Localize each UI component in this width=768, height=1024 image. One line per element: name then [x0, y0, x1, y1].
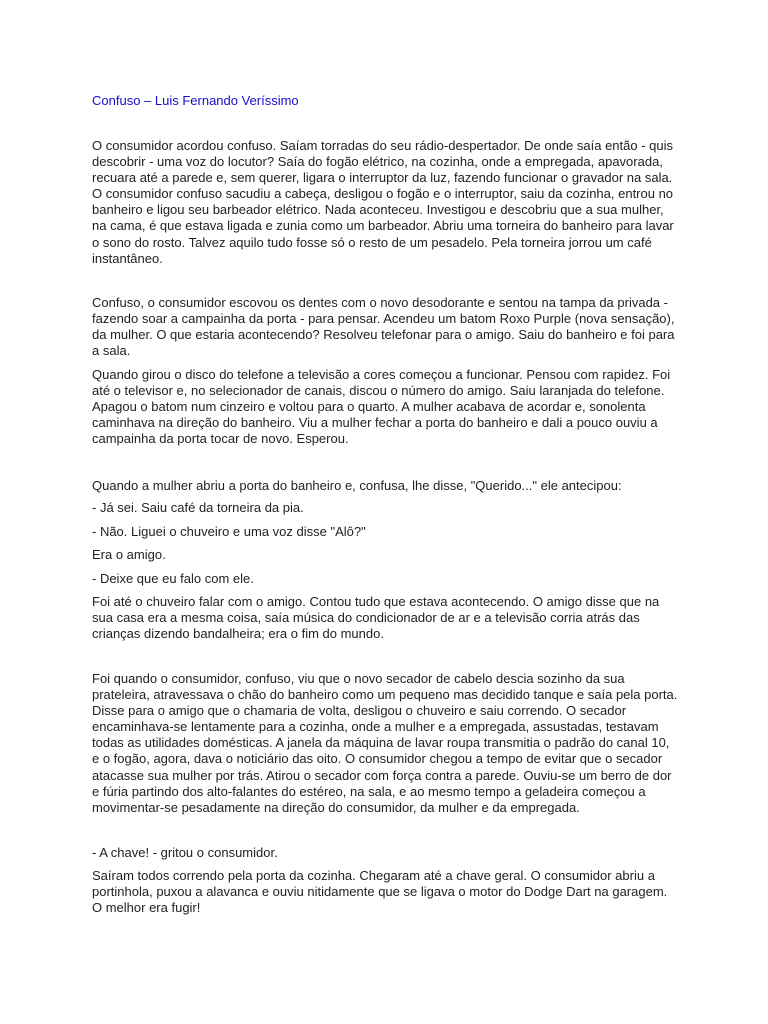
- paragraph-line: O consumidor confuso sacudiu a cabeça, desligou o fogão e o interruptor, saiu da cozinha, entrou no: [92, 186, 674, 202]
- paragraph-line: portinhola, puxou a alavanca e ouviu nitidamente que se ligava o motor do Dodge Dart na garagem.: [92, 884, 668, 900]
- paragraph: [92, 547, 682, 563]
- paragraph-line: todas as utilidades domésticas. A janela da máquina de lavar roupa transmitia o padrão do canal 10,: [92, 735, 670, 751]
- dialogue-line: [92, 524, 682, 540]
- paragraph-line: o sono do rosto. Talvez aquilo tudo fosse só o resto de um pesadelo. Pela torneira jorrou um café: [92, 234, 652, 250]
- paragraph-line: recuara até a parede e, sem querer, ligara o interruptor da luz, fazendo funcionar o gravador na sala.: [92, 170, 673, 186]
- paragraph-line: e o fogão, agora, dava o noticiário das oito. O consumidor chegou a tempo de evitar que o secador: [92, 751, 663, 767]
- paragraph-line: - Deixe que eu falo com ele.: [92, 571, 254, 586]
- paragraph-line: movimentar-se pesadamente na direção do consumidor, da mulher e da empregada.: [92, 799, 580, 815]
- dialogue-line: [92, 500, 682, 516]
- paragraph-line: da mulher. O que estaria acontecendo? Resolveu telefonar para o amigo. Saiu do banheiro e foi para: [92, 327, 675, 343]
- paragraph-line: encaminhava-se lentamente para a cozinha, onde a mulher e a empregada, assustadas, testavam: [92, 719, 659, 735]
- paragraph-line: atacasse sua mulher por trás. Atirou o secador com força contra a parede. Ouviu-se um berro de dor: [92, 767, 672, 783]
- paragraph-line: Foi quando o consumidor, confuso, viu que o novo secador de cabelo descia sozinho da sua: [92, 671, 625, 686]
- paragraph-line: Apagou o batom num cinzeiro e voltou para o quarto. A mulher acabava de acordar e, sonolenta: [92, 399, 646, 415]
- paragraph-line: caminhava na direção do banheiro. Viu a mulher fechar a porta do banheiro e dali a pouco ouviu a: [92, 415, 658, 431]
- paragraph-line: na cama, é que estava ligada e zunia como um barbeador. Abriu uma torneira do banheiro para lavar: [92, 218, 674, 234]
- paragraph-line: O consumidor acordou confuso. Saíam torradas do seu rádio-despertador. De onde saía então - quis: [92, 138, 674, 153]
- dialogue-line: [92, 845, 682, 861]
- paragraph-line: Saíram todos correndo pela porta da cozinha. Chegaram até a chave geral. O consumidor abriu a: [92, 868, 655, 883]
- paragraph-line: Era o amigo.: [92, 547, 166, 562]
- document-title: Confuso – Luis Fernando Veríssimo: [92, 93, 299, 108]
- paragraph-line: Foi até o chuveiro falar com o amigo. Contou tudo que estava acontecendo. O amigo disse que na: [92, 594, 660, 609]
- paragraph-line: prateleira, atravessava o chão do banheiro como um pequeno mas decidido tanque e saía pela porta.: [92, 687, 678, 703]
- paragraph-line: sua casa era a mesma coisa, saía música do condicionador de ar e a televisão corria atrás das: [92, 610, 640, 626]
- paragraph-line: descobrir - uma voz do locutor? Saía do fogão elétrico, na cozinha, onde a empregada, apavorada,: [92, 154, 663, 170]
- paragraph: [92, 138, 682, 267]
- paragraph: [92, 367, 682, 447]
- paragraph: [92, 671, 682, 816]
- paragraph-line: fazendo soar a campainha da porta - para pensar. Acendeu um batom Roxo Purple (nova sensação),: [92, 311, 675, 327]
- paragraph-line: campainha da porta tocar de novo. Esperou.: [92, 431, 349, 447]
- paragraph-line: a sala.: [92, 343, 131, 359]
- paragraph-line: - A chave! - gritou o consumidor.: [92, 845, 278, 860]
- paragraph-line: Quando girou o disco do telefone a televisão a cores começou a funcionar. Pensou com rapidez. Foi: [92, 367, 671, 382]
- paragraph: [92, 868, 682, 916]
- paragraph-line: Quando a mulher abriu a porta do banheiro e, confusa, lhe disse, "Querido..." ele antecipou:: [92, 478, 622, 493]
- paragraph-line: O melhor era fugir!: [92, 900, 201, 916]
- paragraph: [92, 295, 682, 359]
- paragraph-line: banheiro e ligou seu barbeador elétrico. Nada aconteceu. Investigou e descobriu que a sua mulher,: [92, 202, 664, 218]
- paragraph: [92, 478, 682, 494]
- paragraph-line: crianças dizendo bandalheira; era o fim do mundo.: [92, 626, 384, 642]
- paragraph-line: até o televisor e, no selecionador de canais, discou o número do amigo. Saiu laranjada do telefone.: [92, 383, 665, 399]
- paragraph-line: e fúria partindo dos alto-falantes do estéreo, na sala, e ao mesmo tempo a geladeira começou a: [92, 783, 646, 799]
- paragraph: [92, 594, 682, 642]
- paragraph-line: - Já sei. Saiu café da torneira da pia.: [92, 500, 304, 515]
- paragraph-line: instantâneo.: [92, 250, 163, 266]
- dialogue-line: [92, 571, 682, 587]
- paragraph-line: Confuso, o consumidor escovou os dentes com o novo desodorante e sentou na tampa da privada -: [92, 295, 668, 310]
- paragraph-line: - Não. Liguei o chuveiro e uma voz disse "Alô?": [92, 524, 366, 539]
- paragraph-line: Disse para o amigo que o chamaria de volta, desligou o chuveiro e saiu correndo. O secador: [92, 703, 627, 719]
